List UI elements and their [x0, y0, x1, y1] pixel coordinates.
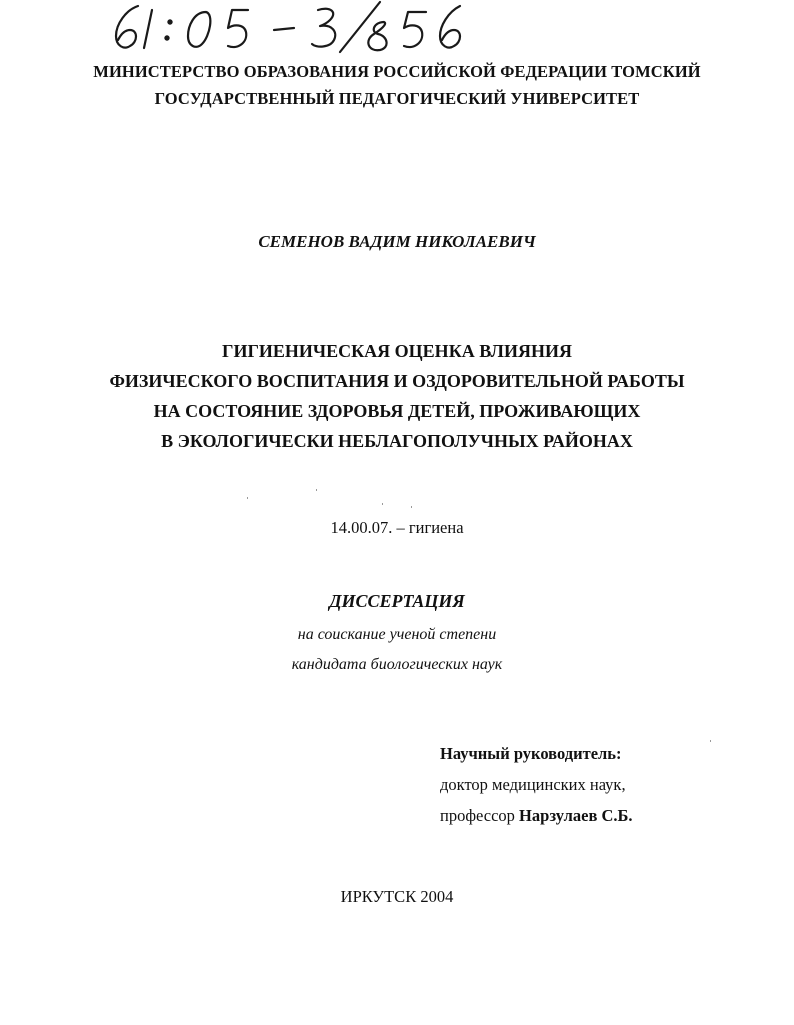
handwritten-archive-number: [108, 0, 488, 54]
title-line-3: НА СОСТОЯНИЕ ЗДОРОВЬЯ ДЕТЕЙ, ПРОЖИВАЮЩИХ: [153, 401, 641, 421]
title-line-2: ФИЗИЧЕСКОГО ВОСПИТАНИЯ И ОЗДОРОВИТЕЛЬНОЙ РАБОТЫ: [109, 371, 685, 391]
ministry-line-1: МИНИСТЕРСТВО ОБРАЗОВАНИЯ РОССИЙСКОЙ ФЕДЕРАЦИИ ТОМСКИЙ: [93, 62, 701, 81]
supervisor-title-line: [440, 800, 633, 831]
city-year: ИРКУТСК 2004: [340, 887, 454, 906]
supervisor-name: Нарзулаев С.Б.: [519, 806, 633, 825]
title-line-4: В ЭКОЛОГИЧЕСКИ НЕБЛАГОПОЛУЧНЫХ РАЙОНАХ: [161, 431, 633, 451]
scan-speck: [710, 740, 711, 742]
supervisor-title: профессор: [440, 806, 515, 825]
scan-speck: [247, 497, 248, 499]
supervisor-degree: доктор медицинских наук,: [440, 775, 626, 794]
degree-line-2: кандидата биологических наук: [291, 656, 503, 673]
scan-speck: [316, 489, 317, 491]
degree-statement: [0, 620, 794, 680]
degree-line-1: на соискание ученой степени: [297, 626, 497, 643]
supervisor-block: [440, 738, 633, 831]
dissertation-title: [0, 336, 794, 456]
title-line-1: ГИГИЕНИЧЕСКАЯ ОЦЕНКА ВЛИЯНИЯ: [222, 341, 572, 361]
scan-speck: [382, 503, 383, 505]
ministry-line-2: ГОСУДАРСТВЕННЫЙ ПЕДАГОГИЧЕСКИЙ УНИВЕРСИТЕТ: [154, 89, 640, 108]
specialty-code: 14.00.07. – гигиена: [330, 518, 464, 537]
supervisor-heading: Научный руководитель:: [440, 744, 622, 763]
scan-speck: [411, 506, 412, 508]
author-name: СЕМЕНОВ ВАДИМ НИКОЛАЕВИЧ: [258, 232, 536, 251]
document-type: ДИССЕРТАЦИЯ: [329, 591, 465, 611]
ministry-header: [0, 58, 794, 112]
